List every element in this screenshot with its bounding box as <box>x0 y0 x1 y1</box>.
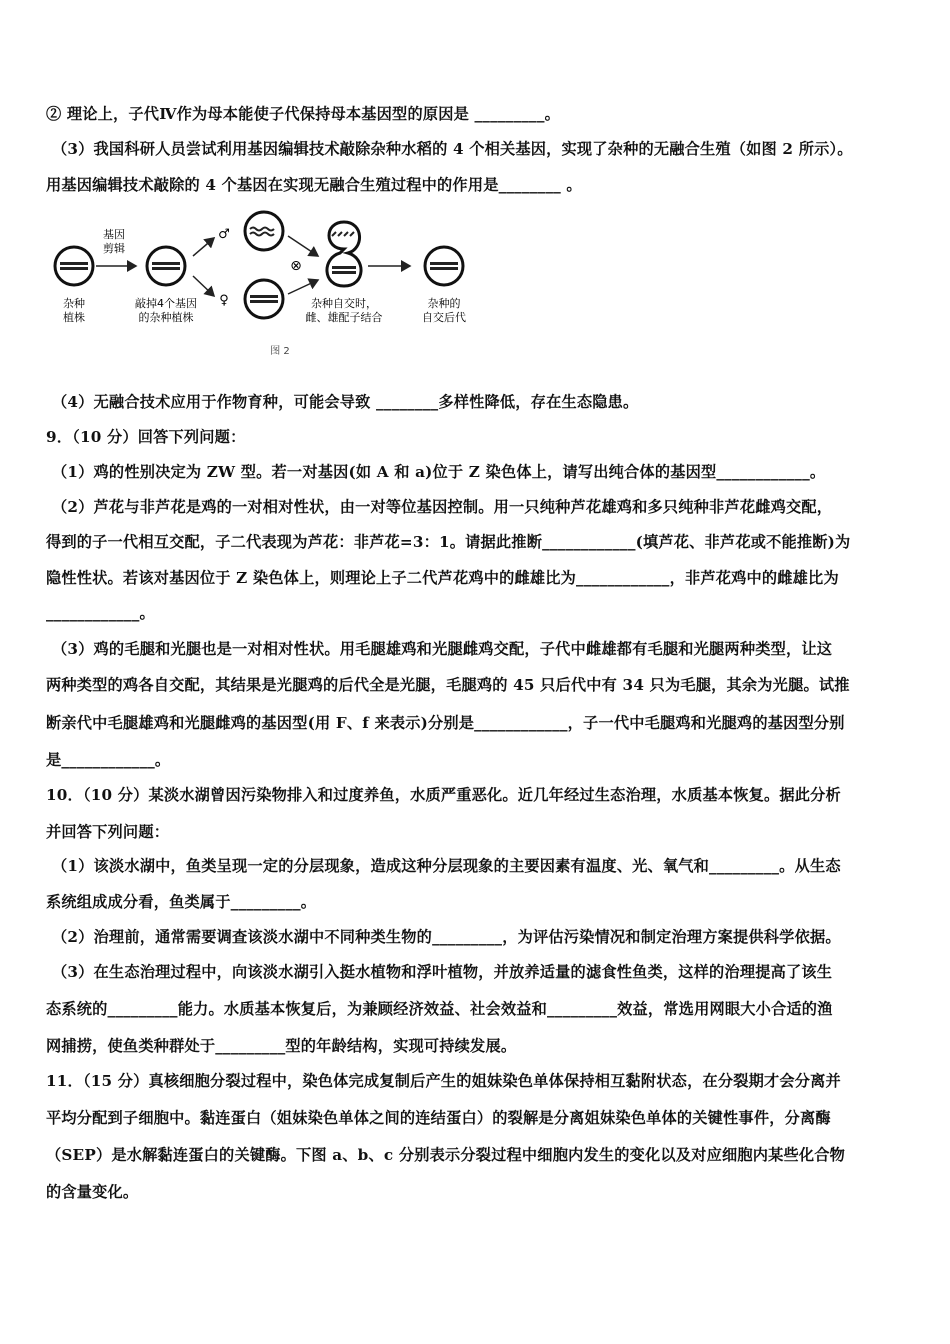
text-line-25: （SEP）是水解黏连蛋白的关键酶。下图 a、b、c 分别表示分裂过程中细胞内发生的变化以及对应细胞内某些化合物 <box>46 1146 846 1164</box>
hybrid-plant-label-1: 杂种 <box>63 297 85 310</box>
offspring-label-2: 自交后代 <box>422 311 466 324</box>
male-gamete-cell <box>245 212 283 250</box>
figure-2-apomixis-diagram <box>48 204 488 364</box>
arrow-female-to-zygote <box>288 280 318 294</box>
female-symbol: ♀ <box>219 293 229 308</box>
figure-caption: 图 2 <box>270 346 290 357</box>
arrow-to-female-gamete <box>193 276 214 296</box>
male-symbol: ♂ <box>218 227 230 242</box>
female-gamete-cell <box>245 280 283 318</box>
arrow-to-male-gamete <box>193 238 214 256</box>
text-line-8: 得到的子一代相互交配，子二代表现为芦花：非芦花=3：1。请据此推断____________(填芦花、非芦花或不能推断)为 <box>46 533 851 551</box>
text-line-7: （2）芦花与非芦花是鸡的一对相对性状，由一对等位基因控制。用一只纯种芦花雄鸡和多只纯种非芦花雌鸡交配， <box>52 498 833 516</box>
question-9-heading: 9．（10 分）回答下列问题： <box>46 428 246 446</box>
text-line-26: 的含量变化。 <box>46 1183 139 1201</box>
arrow-label-2: 剪辑 <box>103 242 125 255</box>
text-line-3: 用基因编辑技术敲除的 4 个基因在实现无融合生殖过程中的作用是________ 。 <box>46 176 582 194</box>
text-line-24: 平均分配到子细胞中。黏连蛋白（姐妹染色单体之间的连结蛋白）的裂解是分离姐妹染色单体的关键性事件，分离酶 <box>46 1109 831 1127</box>
selfing-fusion-cell <box>327 222 361 286</box>
arrow-label-1: 基因 <box>103 228 125 241</box>
offspring-cell <box>425 247 463 285</box>
knockout-plant-label-1: 敲掉4个基因 <box>135 297 197 310</box>
text-line-12: 两种类型的鸡各自交配，其结果是光腿鸡的后代全是光腿，毛腿鸡的 45 只后代中有 34 只为毛腿，其余为光腿。试推 <box>46 676 850 694</box>
text-line-14: 是____________。 <box>46 751 171 769</box>
text-line-13: 断亲代中毛腿雄鸡和光腿雌鸡的基因型(用 F、f 来表示)分别是____________，子一代中毛腿鸡和光腿鸡的基因型分别 <box>46 714 845 732</box>
hybrid-plant-label-2: 植株 <box>63 311 85 324</box>
text-line-20: （3）在生态治理过程中，向该淡水湖引入挺水植物和浮叶植物，并放养适量的滤食性鱼类，这样的治理提高了该生 <box>52 963 833 981</box>
text-line-4: （4）无融合技术应用于作物育种，可能会导致 ________多样性降低，存在生态隐患。 <box>52 393 639 411</box>
knockout-plant-label-2: 的杂种植株 <box>138 311 194 324</box>
question-11-heading: 11．（15 分）真核细胞分裂过程中，染色体完成复制后产生的姐妹染色单体保持相互黏附状态，在分裂期才会分离并 <box>46 1072 841 1090</box>
text-line-18: 系统组成成分看，鱼类属于_________。 <box>46 893 317 911</box>
text-line-16: 并回答下列问题： <box>46 823 170 841</box>
arrow-male-to-zygote <box>288 236 318 256</box>
cross-symbol: ⊗ <box>290 258 302 274</box>
text-line-21: 态系统的_________能力。水质基本恢复后，为兼顾经济效益、社会效益和_________效益，常选用网眼大小合适的渔 <box>46 1000 833 1018</box>
text-line-10: ____________。 <box>46 604 155 622</box>
text-line-6: （1）鸡的性别决定为 ZW 型。若一对基因(如 A 和 a)位于 Z 染色体上，请写出纯合体的基因型____________。 <box>52 463 826 481</box>
offspring-label-1: 杂种的 <box>427 297 461 310</box>
text-line-9: 隐性性状。若该对基因位于 Z 染色体上，则理论上子二代芦花鸡中的雌雄比为____________，非芦花鸡中的雌雄比为 <box>46 569 839 587</box>
knockout-plant-cell <box>147 247 185 285</box>
text-line-17: （1）该淡水湖中，鱼类呈现一定的分层现象，造成这种分层现象的主要因素有温度、光、氧气和_________。从生态 <box>52 857 841 875</box>
selfing-label-2: 雌、雄配子结合 <box>305 311 383 324</box>
hybrid-plant-cell <box>55 247 93 285</box>
text-line-19: （2）治理前，通常需要调查该淡水湖中不同种类生物的_________，为评估污染情况和制定治理方案提供科学依据。 <box>52 928 841 946</box>
selfing-label-1: 杂种自交时， <box>311 297 377 310</box>
question-10-heading: 10．（10 分）某淡水湖曾因污染物排入和过度养鱼，水质严重恶化。近几年经过生态治理，水质基本恢复。据此分析 <box>46 786 841 804</box>
text-line-22: 网捕捞，使鱼类种群处于_________型的年龄结构，实现可持续发展。 <box>46 1037 517 1055</box>
text-line-11: （3）鸡的毛腿和光腿也是一对相对性状。用毛腿雄鸡和光腿雌鸡交配，子代中雌雄都有毛腿和光腿两种类型，让这 <box>52 640 833 658</box>
text-line-1: ② 理论上，子代Ⅳ作为母本能使子代保持母本基因型的原因是 _________。 <box>46 105 561 123</box>
text-line-2: （3）我国科研人员尝试利用基因编辑技术敲除杂种水稻的 4 个相关基因，实现了杂种的无融合生殖（如图 2 所示）。 <box>52 140 853 158</box>
